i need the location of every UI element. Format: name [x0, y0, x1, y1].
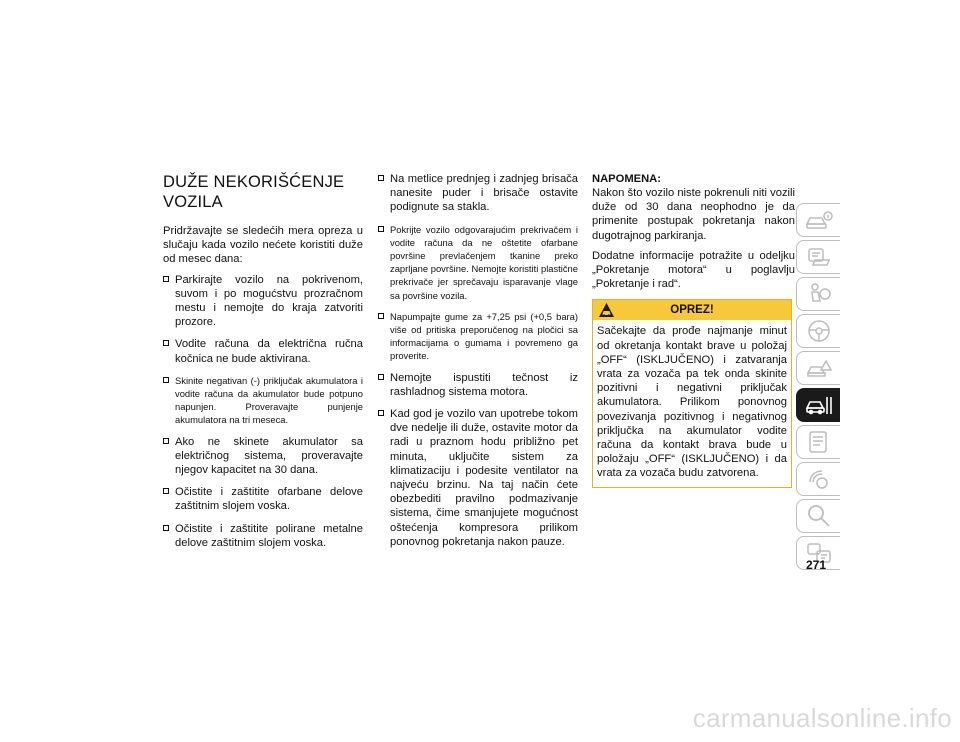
list-item: Na metlice prednjeg i zadnjeg brisača nanesite puder i brisače ostavite podignute sa stakla.: [378, 172, 578, 215]
tab-servicing[interactable]: [796, 388, 840, 422]
tab-multimedia[interactable]: [796, 462, 840, 496]
tab-vehicle-info[interactable]: [796, 203, 840, 237]
list-item: Očistite i zaštitite polirane metalne delove zaštitnim slojem voska.: [163, 522, 363, 550]
car-service-icon: [804, 392, 834, 418]
list-item: Napumpajte gume za +7,25 psi (+0,5 bara) više od pritiska preporučenog na pločici sa informacijama o gumama i povremeno ga proverite.: [378, 310, 578, 363]
list-item: Ako ne skinete akumulator sa električnog sistema, proveravajte njegov kapacitet na 30 dana.: [163, 435, 363, 478]
checkbox-bullet-icon: [378, 410, 384, 416]
checkbox-bullet-icon: [378, 374, 384, 380]
bullet-list-middle: [378, 172, 578, 549]
warning-header: [593, 300, 791, 320]
tab-getting-to-know[interactable]: [796, 240, 840, 274]
note-heading: NAPOMENA:: [592, 173, 661, 185]
warning-heading: OPREZ!: [670, 304, 714, 317]
tab-index[interactable]: [796, 499, 840, 533]
checkbox-bullet-icon: [163, 488, 169, 494]
list-item: Očistite i zaštitite ofarbane delove zaštitnim slojem voska.: [163, 485, 363, 513]
tab-specifications[interactable]: [796, 425, 840, 459]
steering-wheel-icon: [804, 318, 834, 344]
list-item: Pokrijte vozilo odgovarajućim prekrivačem i vodite računa da ne oštetite ofarbane površine prevlačenjem tkanine preko zaprljane površine. Nemojte koristiti plastične prekrivače jer sprečavaju isparavanje vlage sa površine vozila.: [378, 223, 578, 302]
list-item: Skinite negativan (-) priključak akumulatora i vodite računa da akumulator bude potpuno napunjen. Proveravajte punjenje akumulatora na tri meseca.: [163, 374, 363, 427]
watermark: carmanualsonline.info: [692, 703, 952, 733]
tab-safety[interactable]: [796, 277, 840, 311]
checkbox-bullet-icon: [163, 340, 169, 346]
list-item: Nemojte ispustiti tečnost iz rashladnog sistema motora.: [378, 371, 578, 399]
airbag-safety-icon: [804, 281, 834, 307]
list-item: Kad god je vozilo van upotrebe tokom dve nedelje ili duže, ostavite motor da radi u praznom hodu približno pet minuta, uključite sistem za klimatizaciju i podesite ventilator na najveću brzinu. Na taj način ćete obezbediti pravilno podmazivanje sistema, čime smanjujete mogućnost oštećenja kompresora prilikom ponovnog pokretanja nakon pauze.: [378, 407, 578, 549]
checkbox-bullet-icon: [163, 276, 169, 282]
car-key-icon: [804, 244, 834, 270]
car-info-icon: [804, 207, 834, 233]
warning-box: [592, 299, 792, 487]
warning-text: Sačekajte da prođe najmanje minut od okretanja kontakt brave u položaj „OFF“ (ISKLJUČENO) i zatvaranja vrata za vozača pa tek onda skinite pozitivni i negativni priključak akumulatora. Prilikom ponovnog povezivanja pozitivnog i negativnog priključka na akumulator vodite računa da kontakt brava bude u položaju „OFF“ (ISKLJUČENO) i da vrata za vozača budu zatvorena.: [597, 325, 787, 480]
note-text: Nakon što vozilo niste pokrenuli niti vozili duže od 30 dana neophodno je da primenite postupak pokretanja nakon dugotrajnog parkiranja.: [592, 187, 795, 242]
checkbox-bullet-icon: [163, 377, 169, 383]
section-title: DUŽE NEKORIŠĆENJE VOZILA: [163, 173, 345, 211]
column-right: [592, 172, 795, 488]
checkbox-bullet-icon: [163, 438, 169, 444]
additional-info: Dodatne informacije potražite u odeljku „Pokretanje motora“ u poglavlju „Pokretanje i rad“.: [592, 249, 795, 291]
specifications-list-icon: [804, 429, 834, 455]
tab-driving[interactable]: [796, 314, 840, 348]
tab-emergency[interactable]: [796, 351, 840, 385]
warning-car-icon: [598, 302, 615, 318]
multimedia-icon: [804, 466, 834, 492]
emergency-car-icon: [804, 355, 834, 381]
column-middle: [378, 172, 578, 557]
search-icon: [804, 503, 834, 529]
intro-paragraph: Pridržavajte se sledećih mera opreza u slučaju kada vozilo nećete koristiti duže od mesec dana:: [163, 225, 363, 266]
checkbox-bullet-icon: [378, 313, 384, 319]
bullet-list-left: [163, 273, 363, 550]
column-left: [163, 172, 363, 558]
list-item: Vodite računa da električna ručna kočnica ne bude aktivirana.: [163, 337, 363, 365]
checkbox-bullet-icon: [163, 525, 169, 531]
checkbox-bullet-icon: [378, 175, 384, 181]
chapter-tabs: [796, 203, 840, 573]
checkbox-bullet-icon: [378, 226, 384, 232]
page-number: 271: [805, 558, 826, 572]
list-item: Parkirajte vozilo na pokrivenom, suvom i po mogućstvu prozračnom mestu i nemojte do kraja zatvoriti prozore.: [163, 273, 363, 330]
